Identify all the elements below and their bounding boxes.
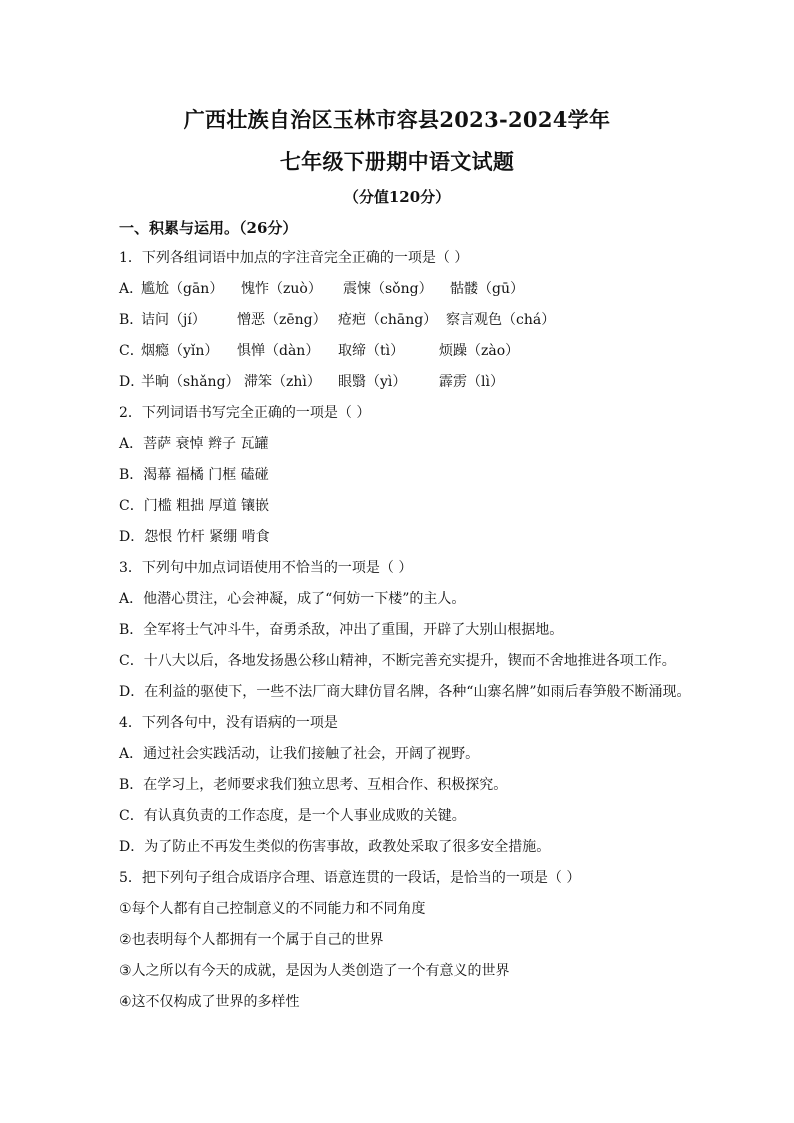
sentence-text: 这不仅构成了世界的多样性 xyxy=(131,994,300,1010)
option-word: 憎恶（zēng） xyxy=(237,312,327,328)
question-4-option-a: A．通过社会实践活动，让我们接触了社会，开阔了视野。 xyxy=(119,746,480,762)
option-letter: A． xyxy=(119,281,144,297)
question-5-sentence-4 xyxy=(119,991,719,1022)
option-word: 眼翳（yì） xyxy=(338,374,407,390)
option-word: 愧怍（zuò） xyxy=(241,281,322,297)
questions-body xyxy=(119,247,719,1022)
question-5-sentence-1 xyxy=(119,898,719,929)
question-3-option-c: C．十八大以后，各地发扬愚公移山精神，不断完善充实提升，锲而不舍地推进各项工作。 xyxy=(119,653,676,669)
option-letter: C． xyxy=(119,343,144,359)
exam-title-line1: 广西壮族自治区玉林市容县2023-2024学年 xyxy=(183,107,611,132)
exam-title-line2: 七年级下册期中语文试题 xyxy=(279,149,515,174)
option-word: 烦躁（zào） xyxy=(439,343,520,359)
option-word: 半晌（shǎng） xyxy=(141,374,240,390)
sentence-text: 人之所以有今天的成就，是因为人类创造了一个有意义的世界 xyxy=(131,963,510,979)
question-4-option-b: B．在学习上，老师要求我们独立思考、互相合作、积极探究。 xyxy=(119,777,508,793)
question-5-sentence-2 xyxy=(119,929,719,960)
question-4-stem: 4．下列各句中，没有语病的一项是 xyxy=(119,715,338,731)
question-3-option-d: D．在利益的驱使下，一些不法厂商大肆仿冒名牌，各种“山寨名牌”如雨后春笋般不断涌现。 xyxy=(119,684,691,700)
option-word: 取缔（tì） xyxy=(338,343,405,359)
option-letter: D． xyxy=(119,374,145,390)
option-word: 惧惮（dàn） xyxy=(237,343,320,359)
question-4-option-c: C．有认真负责的工作态度，是一个人事业成败的关键。 xyxy=(119,808,466,824)
option-word: 尴尬（gān） xyxy=(141,281,224,297)
option-letter: B． xyxy=(119,312,144,328)
question-5-sentence-3 xyxy=(119,960,719,991)
option-word: 察言观色（chá） xyxy=(446,312,556,328)
question-3-option-b: B．全军将士气冲斗牛，奋勇杀敌，冲出了重围，开辟了大别山根据地。 xyxy=(119,622,564,638)
question-2-option-a: A．菩萨 衰悼 辫子 瓦罐 xyxy=(119,436,269,452)
sentence-number: ④ xyxy=(119,994,132,1010)
option-word: 烟瘾（yǐn） xyxy=(141,343,219,359)
question-1-option-d xyxy=(119,371,719,402)
option-word: 滞笨（zhì） xyxy=(244,374,321,390)
sentence-number: ② xyxy=(119,932,132,948)
section-heading: 一、积累与运用。（26分） xyxy=(119,219,298,237)
option-word: 疮疤（chāng） xyxy=(338,312,438,328)
sentence-text: 每个人都有自己控制意义的不同能力和不同角度 xyxy=(131,901,426,917)
sentence-number: ③ xyxy=(119,963,132,979)
question-5-stem: 5．把下列句子组合成语序合理、语意连贯的一段话，是恰当的一项是（ ） xyxy=(119,870,581,886)
option-word: 诘问（jí） xyxy=(141,312,206,328)
option-word: 霹雳（lì） xyxy=(439,374,504,390)
question-3-option-a: A．他潜心贯注，心会神凝，成了“何妨一下楼”的主人。 xyxy=(119,591,466,607)
question-1-option-b xyxy=(119,309,719,340)
question-2-option-c: C．门槛 粗拙 厚道 镶嵌 xyxy=(119,498,270,514)
question-4-option-d: D．为了防止不再发生类似的伤害事故，政教处采取了很多安全措施。 xyxy=(119,839,551,855)
question-3-stem: 3．下列句中加点词语使用不恰当的一项是（ ） xyxy=(119,560,413,576)
sentence-text: 也表明每个人都拥有一个属于自己的世界 xyxy=(131,932,384,948)
question-2-option-b: B．渴幕 福橘 门框 磕碰 xyxy=(119,467,269,483)
question-2-option-d: D．怨恨 竹杆 紧绷 啃食 xyxy=(119,529,270,545)
option-word: 震悚（sǒng） xyxy=(343,281,433,297)
option-word: 骷髅（gū） xyxy=(450,281,524,297)
sentence-number: ① xyxy=(119,901,132,917)
question-1-stem: 1．下列各组词语中加点的字注音完全正确的一项是（ ） xyxy=(119,250,469,266)
question-2-stem: 2．下列词语书写完全正确的一项是（ ） xyxy=(119,405,371,421)
question-1-option-a xyxy=(119,278,719,309)
question-1-option-c xyxy=(119,340,719,371)
score-note: （分值120分） xyxy=(343,188,451,206)
